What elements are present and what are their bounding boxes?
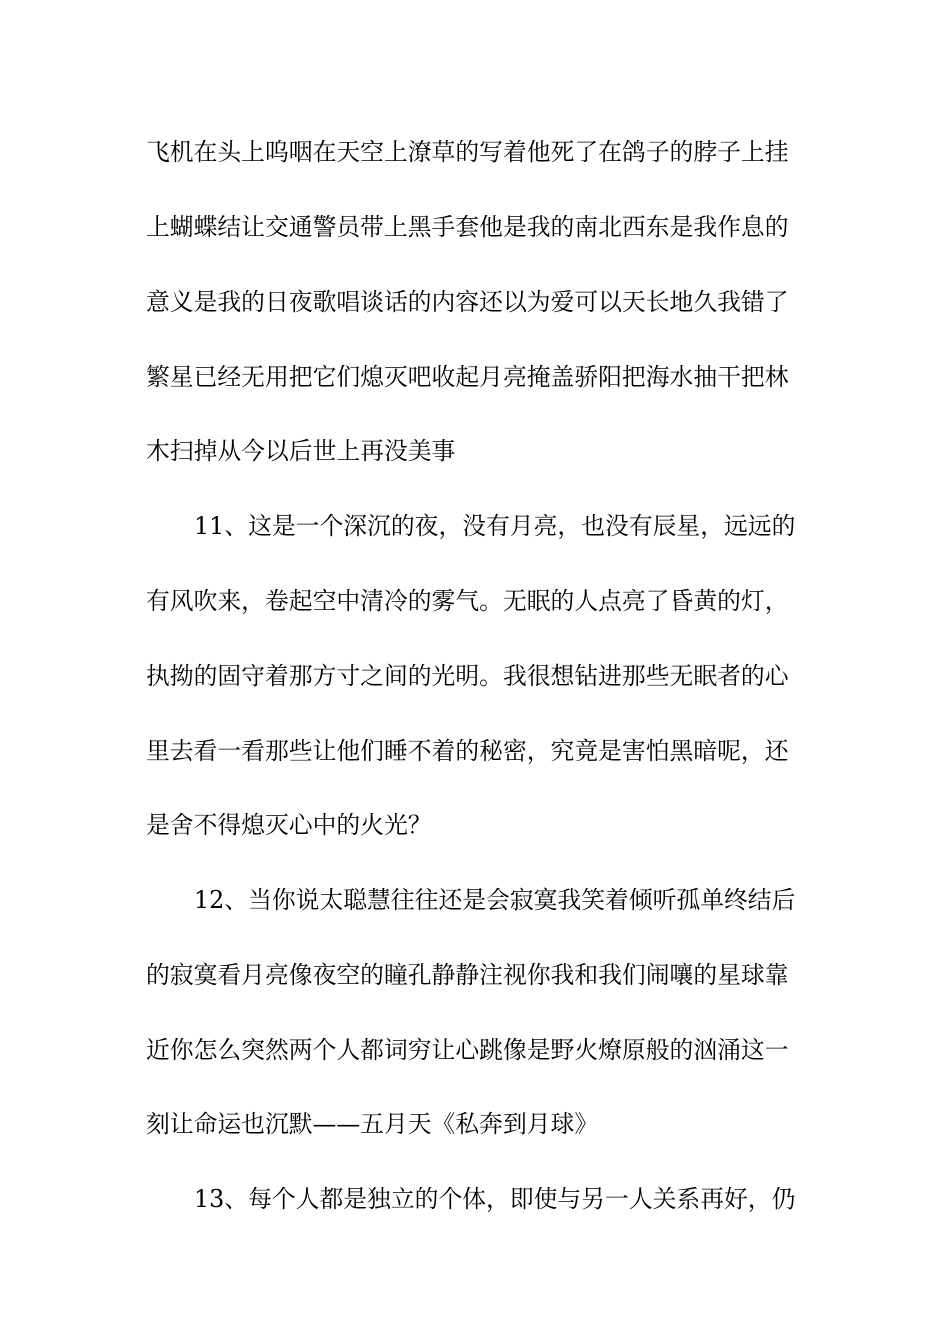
- paragraph-first-line: 13、每个人都是独立的个体，即使与另一人关系再好，仍: [194, 1185, 796, 1213]
- paragraph-first-line: 11、这是一个深沉的夜，没有月亮，也没有辰星，远远的: [194, 512, 796, 540]
- text-line: 是舍不得熄灭心中的火光？: [146, 811, 432, 839]
- text-line: 刻让命运也沉默——五月天《私奔到月球》: [146, 1110, 599, 1138]
- text-line: 飞机在头上呜咽在天空上潦草的写着他死了在鸽子的脖子上挂: [146, 138, 789, 166]
- text-line: 木扫掉从今以后世上再没美事: [146, 437, 456, 465]
- text-line: 近你怎么突然两个人都词穷让心跳像是野火燎原般的汹涌这一: [146, 1036, 789, 1064]
- text-line: 里去看一看那些让他们睡不着的秘密，究竟是害怕黑暗呢，还: [146, 737, 789, 765]
- text-line: 意义是我的日夜歌唱谈话的内容还以为爱可以天长地久我错了: [146, 288, 789, 316]
- text-line: 有风吹来，卷起空中清冷的雾气。无眠的人点亮了昏黄的灯，: [146, 587, 789, 615]
- text-line: 的寂寞看月亮像夜空的瞳孔静静注视你我和我们闹嚷的星球靠: [146, 961, 789, 989]
- text-line: 上蝴蝶结让交通警员带上黑手套他是我的南北西东是我作息的: [146, 213, 789, 241]
- paragraph-first-line: 12、当你说太聪慧往往还是会寂寞我笑着倾听孤单终结后: [194, 886, 796, 914]
- text-line: 执拗的固守着那方寸之间的光明。我很想钻进那些无眠者的心: [146, 662, 789, 690]
- text-line: 繁星已经无用把它们熄灭吧收起月亮掩盖骄阳把海水抽干把林: [146, 363, 789, 391]
